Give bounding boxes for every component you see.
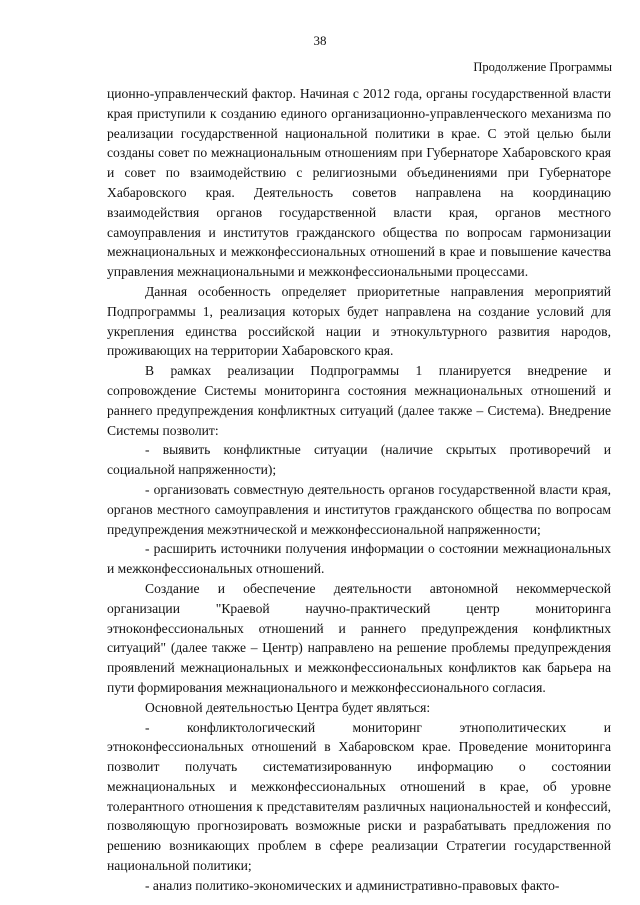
paragraph: - организовать совместную деятельность органов государственной власти края, органов местного самоуправления и институтов гражданского общества по вопросам предупреждения межэтнической и межконфессиональной напряженности; (107, 481, 611, 537)
paragraph: - расширить источники получения информации о состоянии межнациональных и межконфессиональных отношений. (107, 541, 611, 577)
paragraph: - выявить конфликтные ситуации (наличие скрытых противоречий и социальной напряженности); (107, 442, 611, 478)
paragraph: Создание и обеспечение деятельности автономной некоммерческой организации "Краевой научно-практический центр мониторинга этноконфессиональных отношений и раннего предупреждения конфликтных ситуаций" (далее также – Центр) направлено на решение проблемы предупреждения проявлений межнациональных и межконфессиональных конфликтов как барьера на пути формирования межнационального и межконфессионального согласия. (107, 580, 611, 695)
paragraph: В рамках реализации Подпрограммы 1 планируется внедрение и сопровождение Системы мониторинга состояния межнациональных отношений и раннего предупреждения конфликтных ситуаций (далее также – Система). Внедрение Системы позволит: (107, 363, 611, 438)
paragraph: Данная особенность определяет приоритетные направления мероприятий Подпрограммы 1, реализация которых будет направлена на создание условий для укрепления единства российской нации и этнокультурного развития народов, проживающих на территории Хабаровского края. (107, 283, 611, 359)
running-header: Продолжение Программы (473, 60, 612, 74)
paragraph: - анализ политико-экономических и административно-правовых факто- (145, 877, 560, 893)
paragraph: - конфликтологический мониторинг этнополитических и этноконфессиональных отношений в Хабаровском крае. Проведение мониторинга позволит получать систематизированную информацию о состоянии межнациональных и межконфессиональных отношений в крае, об уровне толерантного отношения к представителям различных национальностей и конфессий, позволяющую прогнозировать возможные риски и разрабатывать предложения по решению возникающих проблем в сфере реализации Стратегии государственной национальной политики; (107, 719, 611, 874)
paragraph: Основной деятельностью Центра будет являться: (145, 699, 431, 715)
page-number: 38 (313, 33, 327, 48)
paragraph: ционно-управленческий фактор. Начиная с 2012 года, органы государственной власти края приступили к созданию единого организационно-управленческого механизма по реализации государственной национальной политики в крае. С этой целью были созданы совет по межнациональным отношениям при Губернаторе Хабаровского края и совет по взаимодействию с религиозными объединениями при Губернаторе Хабаровского края. Деятельность советов направлена на координацию взаимодействия органов государственной власти края, органов местного самоуправления и институтов гражданского общества по вопросам гармонизации межнациональных и межконфессиональных отношений в крае и повышение качества управления межнациональными и межконфессиональными процессами. (107, 86, 611, 280)
document-body (107, 84, 611, 896)
